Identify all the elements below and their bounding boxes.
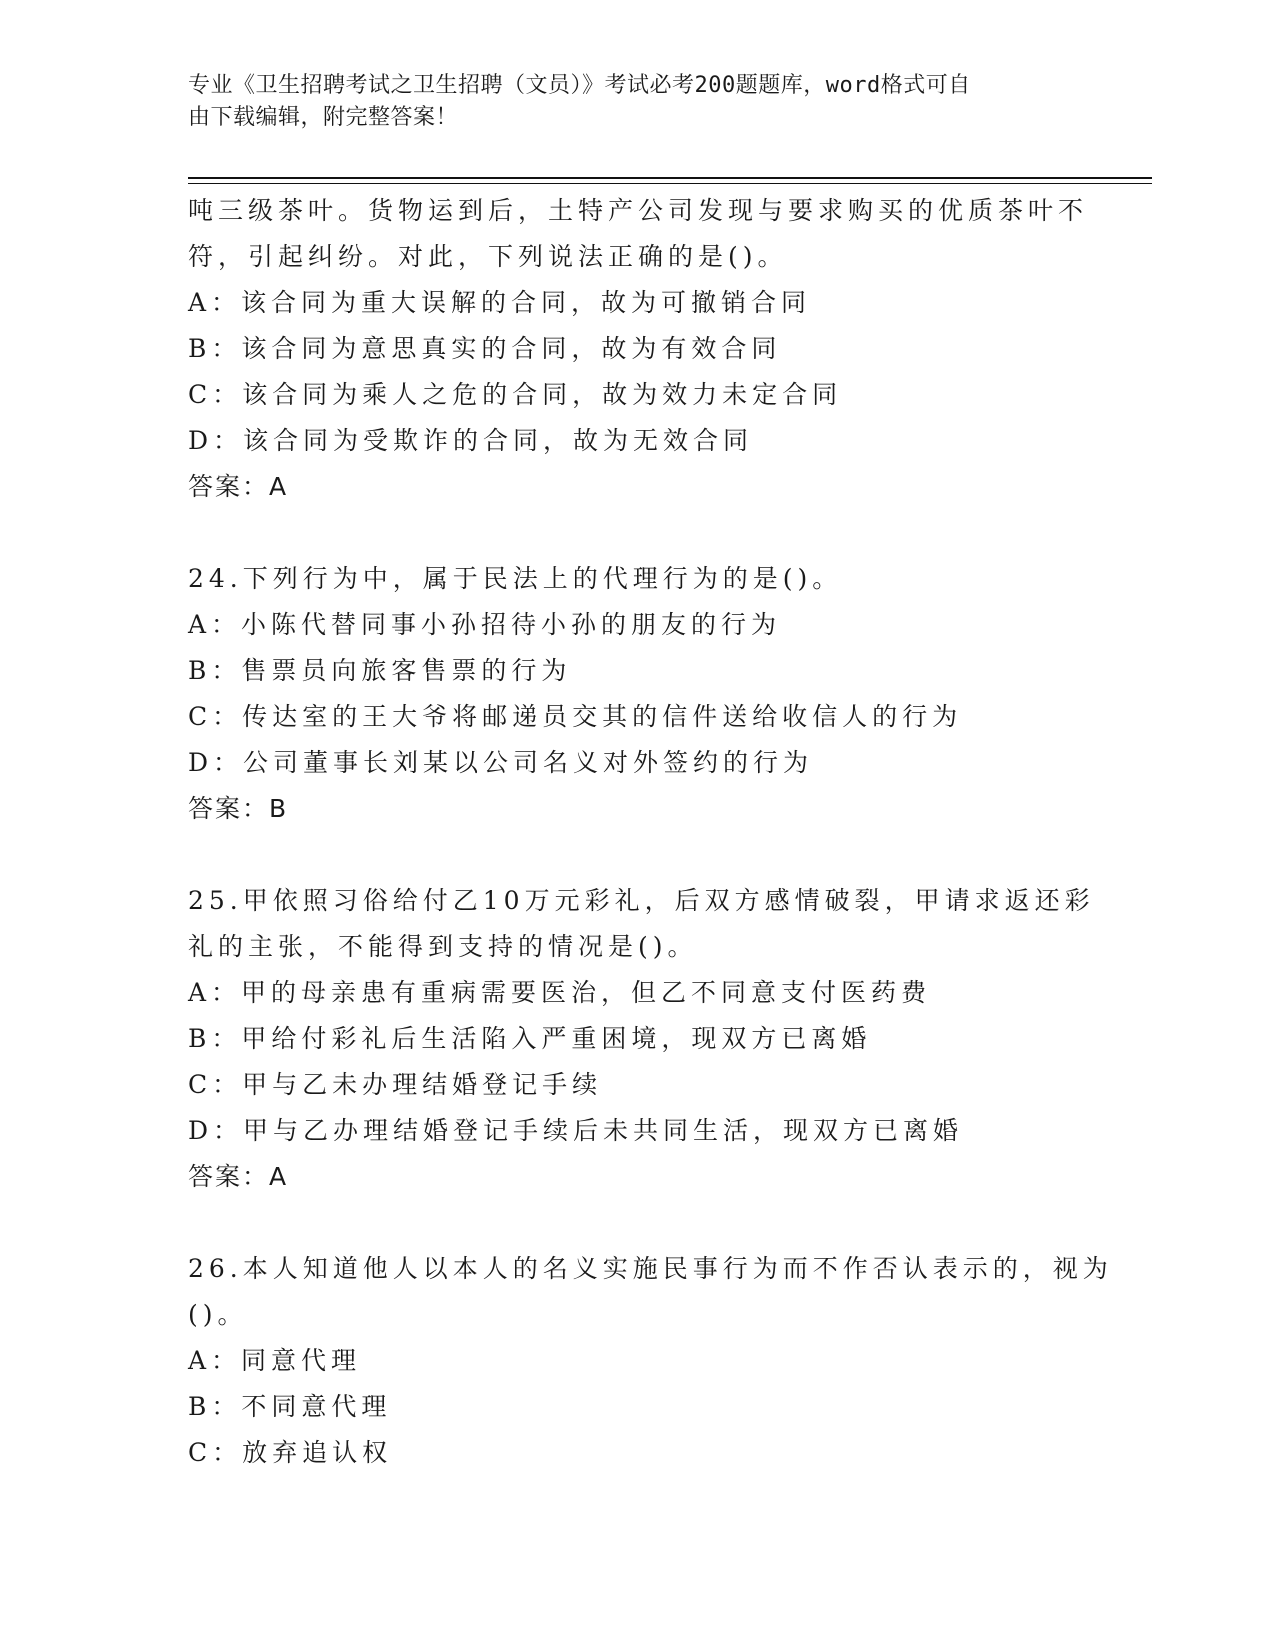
option-a: A：小陈代替同事小孙招待小孙的朋友的行为 xyxy=(188,610,782,639)
question-block xyxy=(188,188,1088,510)
option-b: B：甲给付彩礼后生活陷入严重困境，现双方已离婚 xyxy=(188,1024,872,1053)
document-header xyxy=(188,70,1068,134)
option-a: A：该合同为重大误解的合同，故为可撤销合同 xyxy=(188,288,812,317)
question-stem-line: 26.本人知道他人以本人的名义实施民事行为而不作否认表示的，视为 xyxy=(188,1254,1113,1283)
option-b: B：售票员向旅客售票的行为 xyxy=(188,656,572,685)
option-c: C：传达室的王大爷将邮递员交其的信件送给收信人的行为 xyxy=(188,702,963,731)
option-a: A：甲的母亲患有重病需要医治，但乙不同意支付医药费 xyxy=(188,978,932,1007)
option-a: A：同意代理 xyxy=(188,1346,362,1375)
question-stem-line: 吨三级茶叶。货物运到后，土特产公司发现与要求购买的优质茶叶不 xyxy=(188,196,1089,225)
option-b: B：不同意代理 xyxy=(188,1392,392,1421)
question-stem-line: 25.甲依照习俗给付乙10万元彩礼，后双方感情破裂，甲请求返还彩 xyxy=(188,886,1095,915)
option-c: C：该合同为乘人之危的合同，故为效力未定合同 xyxy=(188,380,843,409)
option-b: B：该合同为意思真实的合同，故为有效合同 xyxy=(188,334,782,363)
question-stem-line: ()。 xyxy=(188,1300,248,1329)
question-stem-line: 24.下列行为中，属于民法上的代理行为的是()。 xyxy=(188,564,843,593)
option-d: D：甲与乙办理结婚登记手续后未共同生活，现双方已离婚 xyxy=(188,1116,964,1145)
header-divider xyxy=(188,177,1152,184)
header-line-2: 由下载编辑，附完整答案！ xyxy=(188,105,459,130)
question-list xyxy=(188,188,1113,1476)
option-d: D：该合同为受欺诈的合同，故为无效合同 xyxy=(188,426,754,455)
question-block xyxy=(188,1246,1113,1476)
question-stem-line: 礼的主张，不能得到支持的情况是()。 xyxy=(188,932,698,961)
question-block xyxy=(188,556,1088,832)
question-stem-line: 符，引起纠纷。对此，下列说法正确的是()。 xyxy=(188,242,788,271)
question-block xyxy=(188,878,1095,1200)
option-d: D：公司董事长刘某以公司名义对外签约的行为 xyxy=(188,748,814,777)
answer-line: 答案：B xyxy=(188,794,289,823)
option-c: C：甲与乙未办理结婚登记手续 xyxy=(188,1070,603,1099)
answer-line: 答案：A xyxy=(188,1162,289,1191)
answer-line: 答案：A xyxy=(188,472,289,501)
header-line-1: 专业《卫生招聘考试之卫生招聘（文员）》考试必考200题题库，word格式可自 xyxy=(188,73,971,98)
option-c: C：放弃追认权 xyxy=(188,1438,393,1467)
